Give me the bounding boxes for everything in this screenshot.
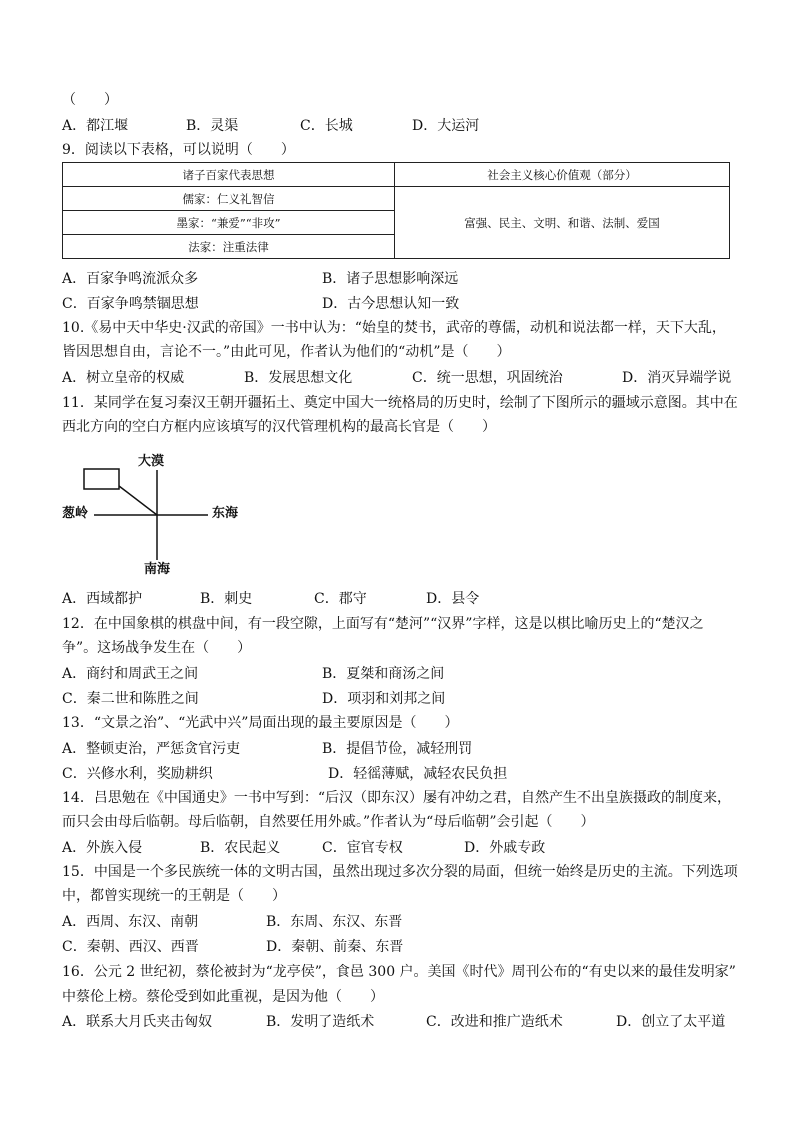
q9-option-c[interactable]: C．百家争鸣禁锢思想 [62,296,199,312]
q10-stem-line2: 皆因思想自由，言论不一。”由此可见，作者认为他们的“动机”是（ ） [62,344,511,360]
q13-option-a[interactable]: A．整顿吏治，严惩贪官污吏 [62,741,241,757]
q15-stem-line1: 15．中国是一个多民族统一体的文明古国，虽然出现过多次分裂的局面，但统一始终是历史的主流。下列选项 [62,864,738,880]
q15-option-b[interactable]: B．东周、东汉、东晋 [266,914,403,930]
q15-option-a[interactable]: A．西周、东汉、南朝 [62,914,199,930]
q10-option-a[interactable]: A．树立皇帝的权威 [62,370,185,386]
q16-stem-line1: 16．公元 2 世纪初，蔡伦被封为“龙亭侯”，食邑 300 户。美国《时代》周刊公布的“有史以来的最佳发明家” [62,964,736,980]
q12-option-d[interactable]: D．项羽和刘邦之间 [322,691,446,707]
q16-option-a[interactable]: A．联系大月氏夹击匈奴 [62,1014,213,1030]
q9-table-row-mo: 墨家：“兼爱”“非攻” [63,211,395,235]
q14-stem-line2: 而只会由母后临朝。母后临朝，自然要任用外戚。”作者认为“母后临朝”会引起（ ） [62,814,595,830]
q14-option-a[interactable]: A．外族入侵 [62,840,143,856]
question-8-paren: （ ） [62,92,118,108]
q8-option-d[interactable]: D．大运河 [412,118,480,134]
q15-stem-line2: 中，都曾实现统一的王朝是（ ） [62,888,286,904]
q8-option-c[interactable]: C．长城 [300,118,353,134]
q13-stem: 13．“文景之治”、“光武中兴”局面出现的最主要原因是（ ） [62,715,459,731]
q13-option-c[interactable]: C．兴修水利，奖励耕织 [62,766,213,782]
q11-territory-map [62,450,262,584]
q10-option-d[interactable]: D．消灭异端学说 [622,370,732,386]
q12-option-a[interactable]: A．商纣和周武王之间 [62,666,199,682]
q10-option-c[interactable]: C．统一思想，巩固统治 [412,370,563,386]
q11-option-b[interactable]: B．刺史 [200,591,253,607]
q14-stem-line1: 14．吕思勉在《中国通史》一书中写到：“后汉（即东汉）屡有冲幼之君，自然产生不出皇族摄政的制度来， [62,790,731,806]
q12-stem-line1: 12．在中国象棋的棋盘中间，有一段空隙，上面写有“楚河”“汉界”字样，这是以棋比喻历史上的“楚汉之 [62,616,704,632]
q9-table [62,162,730,259]
q11-stem-line1: 11．某同学在复习秦汉王朝开疆拓土、奠定中国大一统格局的历史时，绘制了下图所示的疆域示意图。其中在 [62,395,738,411]
q14-option-b[interactable]: B．农民起义 [200,840,281,856]
map-diagonal-line [119,486,157,515]
q16-option-d[interactable]: D．创立了太平道 [616,1014,726,1030]
q9-table-row-fa: 法家：注重法律 [63,235,395,259]
map-label-south: 南海 [144,562,171,577]
q13-option-b[interactable]: B．提倡节俭，减轻刑罚 [322,741,473,757]
q11-option-c[interactable]: C．郡守 [314,591,367,607]
q12-option-b[interactable]: B．夏桀和商汤之间 [322,666,445,682]
q14-option-d[interactable]: D．外戚专政 [464,840,546,856]
q9-stem: 9．阅读以下表格，可以说明（ ） [62,142,295,158]
q11-option-d[interactable]: D．县令 [426,591,480,607]
q16-option-c[interactable]: C．改进和推广造纸术 [426,1014,563,1030]
blank-box [84,469,119,489]
q11-option-a[interactable]: A．西域都护 [62,591,143,607]
q9-table-header-left: 诸子百家代表思想 [63,163,395,187]
q9-table-header-right: 社会主义核心价值观（部分） [395,163,730,187]
map-label-north: 大漠 [138,454,165,469]
q12-option-c[interactable]: C．秦二世和陈胜之间 [62,691,199,707]
q15-option-c[interactable]: C．秦朝、西汉、西晋 [62,939,199,955]
q14-option-c[interactable]: C．宦官专权 [322,840,403,856]
q9-table-right-content: 富强、民主、文明、和谐、法制、爱国 [395,187,730,259]
q9-option-a[interactable]: A．百家争鸣流派众多 [62,271,199,287]
map-label-east: 东海 [212,506,239,521]
q15-option-d[interactable]: D．秦朝、前秦、东晋 [266,939,404,955]
q8-option-a[interactable]: A．都江堰 [62,118,129,134]
q12-stem-line2: 争”。这场战争发生在（ ） [62,640,252,656]
q16-option-b[interactable]: B．发明了造纸术 [266,1014,375,1030]
q16-stem-line2: 中蔡伦上榜。蔡伦受到如此重视，是因为他（ ） [62,989,384,1005]
q9-option-b[interactable]: B．诸子思想影响深远 [322,271,459,287]
q9-table-row-ru: 儒家：仁义礼智信 [63,187,395,211]
q9-option-d[interactable]: D．古今思想认知一致 [322,296,460,312]
q11-stem-line2: 西北方向的空白方框内应该填写的汉代管理机构的最高长官是（ ） [62,419,496,435]
q10-option-b[interactable]: B．发展思想文化 [244,370,353,386]
q10-stem-line1: 10.《易中天中华史·汉武的帝国》一书中认为：“始皇的焚书，武帝的尊儒，动机和说法都一样，天下大乱， [62,320,726,336]
map-label-west: 葱岭 [62,506,89,521]
q13-option-d[interactable]: D．轻徭薄赋，减轻农民负担 [328,766,508,782]
q8-option-b[interactable]: B．灵渠 [186,118,239,134]
